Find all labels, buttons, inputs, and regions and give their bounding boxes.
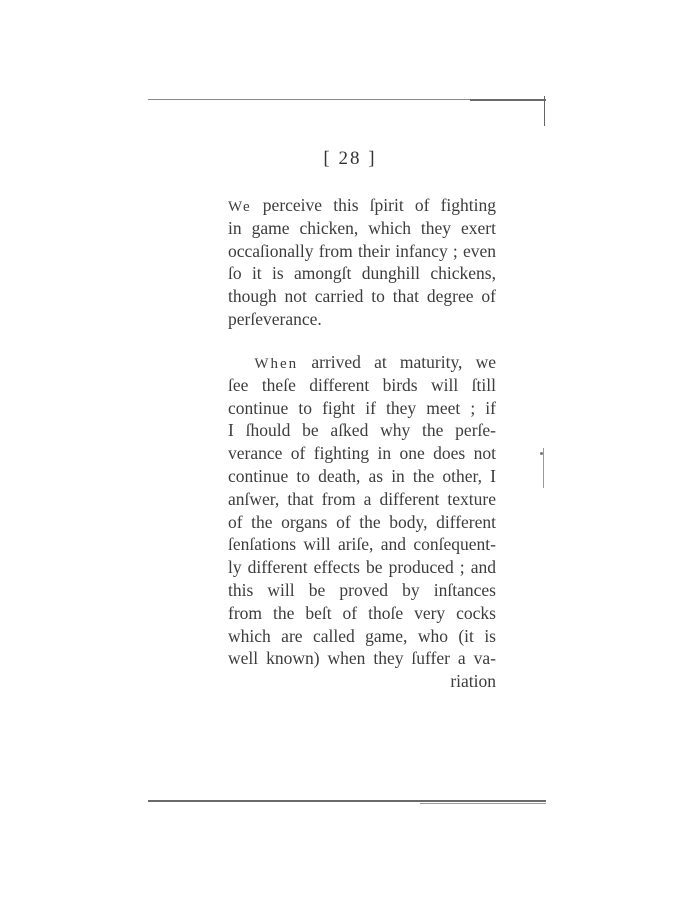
text-line: ſenſations will ariſe, and conſequent- (228, 534, 496, 555)
text-line: which are called game, who (it is (228, 625, 496, 646)
text-line: in game chicken, which they exert (228, 217, 496, 238)
text-line (228, 351, 496, 374)
page-edge (544, 96, 545, 126)
bottom-rule-faint (420, 803, 546, 804)
paragraph-2 (228, 351, 496, 693)
line-text: perceive this ſpirit of fighting (262, 195, 497, 215)
paragraph-1 (228, 194, 496, 331)
page-number: [ 28 ] (323, 148, 377, 169)
text-line: this will be proved by inſtances (228, 579, 496, 600)
text-line (228, 194, 496, 217)
top-rule-dark (470, 99, 546, 101)
text-line: continue to death, as in the other, I (228, 465, 496, 486)
text-line: perſeverance. (228, 308, 322, 329)
text-line: occaſionally from their infancy ; even (228, 240, 496, 261)
text-line: ſo it is amongſt dunghill chickens, (228, 263, 496, 284)
text-line: of the organs of the body, different (228, 511, 496, 532)
text-line: though not carried to that degree of (228, 286, 496, 307)
page-edge-dot (540, 452, 543, 455)
text-line: I ſhould be aſked why the perſe- (228, 420, 496, 441)
text-line: well known) when they ſuffer a va- (228, 648, 496, 669)
catchword: riation (450, 671, 496, 692)
page-edge-mark (543, 448, 544, 488)
paragraph-lead: When (254, 356, 299, 372)
text-line: continue to fight if they meet ; if (228, 397, 496, 418)
text-line: anſwer, that from a different texture (228, 488, 496, 509)
paragraph-lead: We (228, 199, 252, 215)
line-text: arrived at maturity, we (311, 352, 497, 372)
text-line: ly different effects be produced ; and (228, 557, 496, 578)
text-line: ſee theſe different birds will ſtill (228, 374, 496, 395)
text-line: from the beſt of thoſe very cocks (228, 602, 496, 623)
bottom-rule (148, 800, 546, 802)
text-line: verance of fighting in one does not (228, 443, 496, 464)
